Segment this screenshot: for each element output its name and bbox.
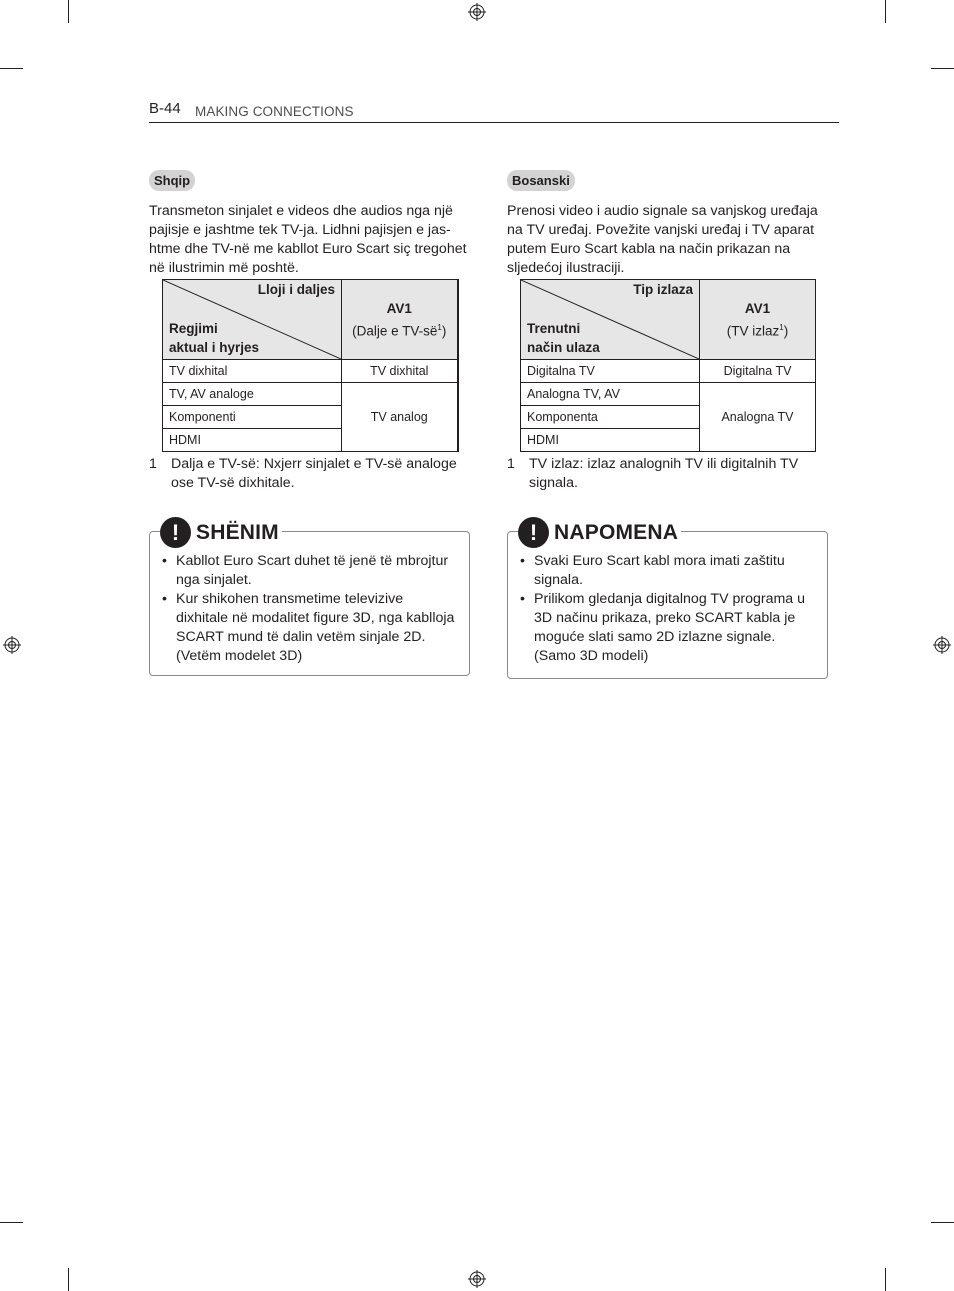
crop-mark <box>0 1222 23 1223</box>
connection-table <box>162 279 459 452</box>
note-list <box>150 532 469 676</box>
input-cell: Analogna TV, AV <box>521 383 700 406</box>
language-badge: Shqip <box>149 170 195 191</box>
input-cell: TV dixhital <box>163 360 342 383</box>
input-cell: HDMI <box>163 429 342 452</box>
note-header <box>160 517 282 548</box>
connection-table <box>520 279 816 452</box>
footnote-number: 1 <box>507 456 515 472</box>
language-badge: Bosanski <box>507 170 575 191</box>
section-title: MAKING CONNECTIONS <box>195 104 354 119</box>
crop-mark <box>885 0 886 23</box>
input-mode-line-2: aktual i hyrjes <box>169 340 260 355</box>
output-cell: Analogna TV <box>700 383 816 452</box>
av1-close: ) <box>783 323 789 339</box>
input-mode-line-2: način ulaza <box>527 340 600 355</box>
footnote-number: 1 <box>149 456 157 472</box>
crop-mark <box>931 68 954 69</box>
column-shqip <box>149 170 474 664</box>
av1-title: AV1 <box>744 300 771 316</box>
input-mode-line-1: Trenutni <box>527 321 581 336</box>
table-row <box>521 360 816 383</box>
footnote-ref: 1 <box>437 322 442 332</box>
footnote <box>149 455 474 493</box>
note-item: • Kur shikohen transmetime televizive dixhitale në modalitet figure 3D, nga kablloja SCART mund të dalin vetëm sinjale 2D. (Vetëm modelet 3D) <box>162 590 459 666</box>
exclamation-icon: ! <box>160 517 191 548</box>
av1-close: ) <box>441 323 447 339</box>
note-header <box>518 517 681 548</box>
input-mode-line-1: Regjimi <box>169 321 218 336</box>
crop-mark <box>931 1222 954 1223</box>
crop-mark <box>68 1268 69 1291</box>
note-item: • Kabllot Euro Scart duhet të jenë të mbrojtur nga sinjalet. <box>162 552 459 590</box>
note-item: • Prilikom gledanja digitalnog TV programa u 3D načinu prikaza, preko SCART kabla je moguće slati samo 2D izlazne signale. (Samo 3D modeli) <box>520 590 817 666</box>
note-box <box>507 519 828 679</box>
crop-mark <box>0 68 23 69</box>
intro-text: Prenosi video i audio signale sa vanjskog uređaja na TV uređaj. Povežite vanjski uređaj i TV aparat putem Euro Scart kabla na način prikazan na sljedećoj ilustraciji. <box>507 203 818 276</box>
input-cell: Komponenta <box>521 406 700 429</box>
registration-mark-icon <box>468 3 486 21</box>
page-header <box>149 100 839 123</box>
av1-header <box>342 280 458 360</box>
registration-mark-icon <box>3 636 21 654</box>
footnote-text: Dalja e TV-së: Nxjerr sinjalet e TV-së analoge ose TV-së dixhitale. <box>171 456 457 491</box>
output-cell: TV analog <box>342 383 458 452</box>
page-number: B-44 <box>149 100 181 117</box>
input-mode-label <box>169 319 259 357</box>
note-box <box>149 519 470 676</box>
crop-mark <box>885 1268 886 1291</box>
registration-mark-icon <box>468 1270 486 1288</box>
av1-header <box>700 280 816 360</box>
output-cell: Digitalna TV <box>700 360 816 383</box>
note-title: NAPOMENA <box>554 520 679 544</box>
note-list <box>508 532 827 676</box>
intro-text: Transmeton sinjalet e videos dhe audios nga një pajisje e jashtme tek TV-ja. Lidhni pajisjen e jas-htme dhe TV-në me kabllot Euro Scart siç tregohet në ilustrimin më poshtë. <box>149 203 467 276</box>
output-cell: TV dixhital <box>342 360 458 383</box>
crop-mark <box>68 0 69 23</box>
footnote <box>507 455 832 493</box>
input-cell: HDMI <box>521 429 700 452</box>
footnote-text: TV izlaz: izlaz analognih TV ili digitalnih TV signala. <box>529 456 799 491</box>
table-row <box>163 360 458 383</box>
input-cell: Komponenti <box>163 406 342 429</box>
table-header-diagonal <box>163 280 342 360</box>
exclamation-icon: ! <box>518 517 549 548</box>
av1-subtitle: (Dalje e TV-së <box>352 323 438 339</box>
table-row <box>521 383 816 406</box>
input-mode-label <box>527 319 600 357</box>
column-bosanski <box>507 170 832 664</box>
note-item: • Svaki Euro Scart kabl mora imati zaštitu signala. <box>520 552 817 590</box>
table-header-diagonal <box>521 280 700 360</box>
av1-subtitle: (TV izlaz <box>726 323 780 339</box>
output-type-label: Tip izlaza <box>633 282 693 297</box>
input-cell: TV, AV analoge <box>163 383 342 406</box>
footnote-ref: 1 <box>779 322 784 332</box>
note-title: SHËNIM <box>196 520 279 544</box>
output-type-label: Lloji i daljes <box>257 282 335 297</box>
input-cell: Digitalna TV <box>521 360 700 383</box>
registration-mark-icon <box>933 636 951 654</box>
av1-title: AV1 <box>386 300 412 316</box>
table-row <box>163 383 458 406</box>
